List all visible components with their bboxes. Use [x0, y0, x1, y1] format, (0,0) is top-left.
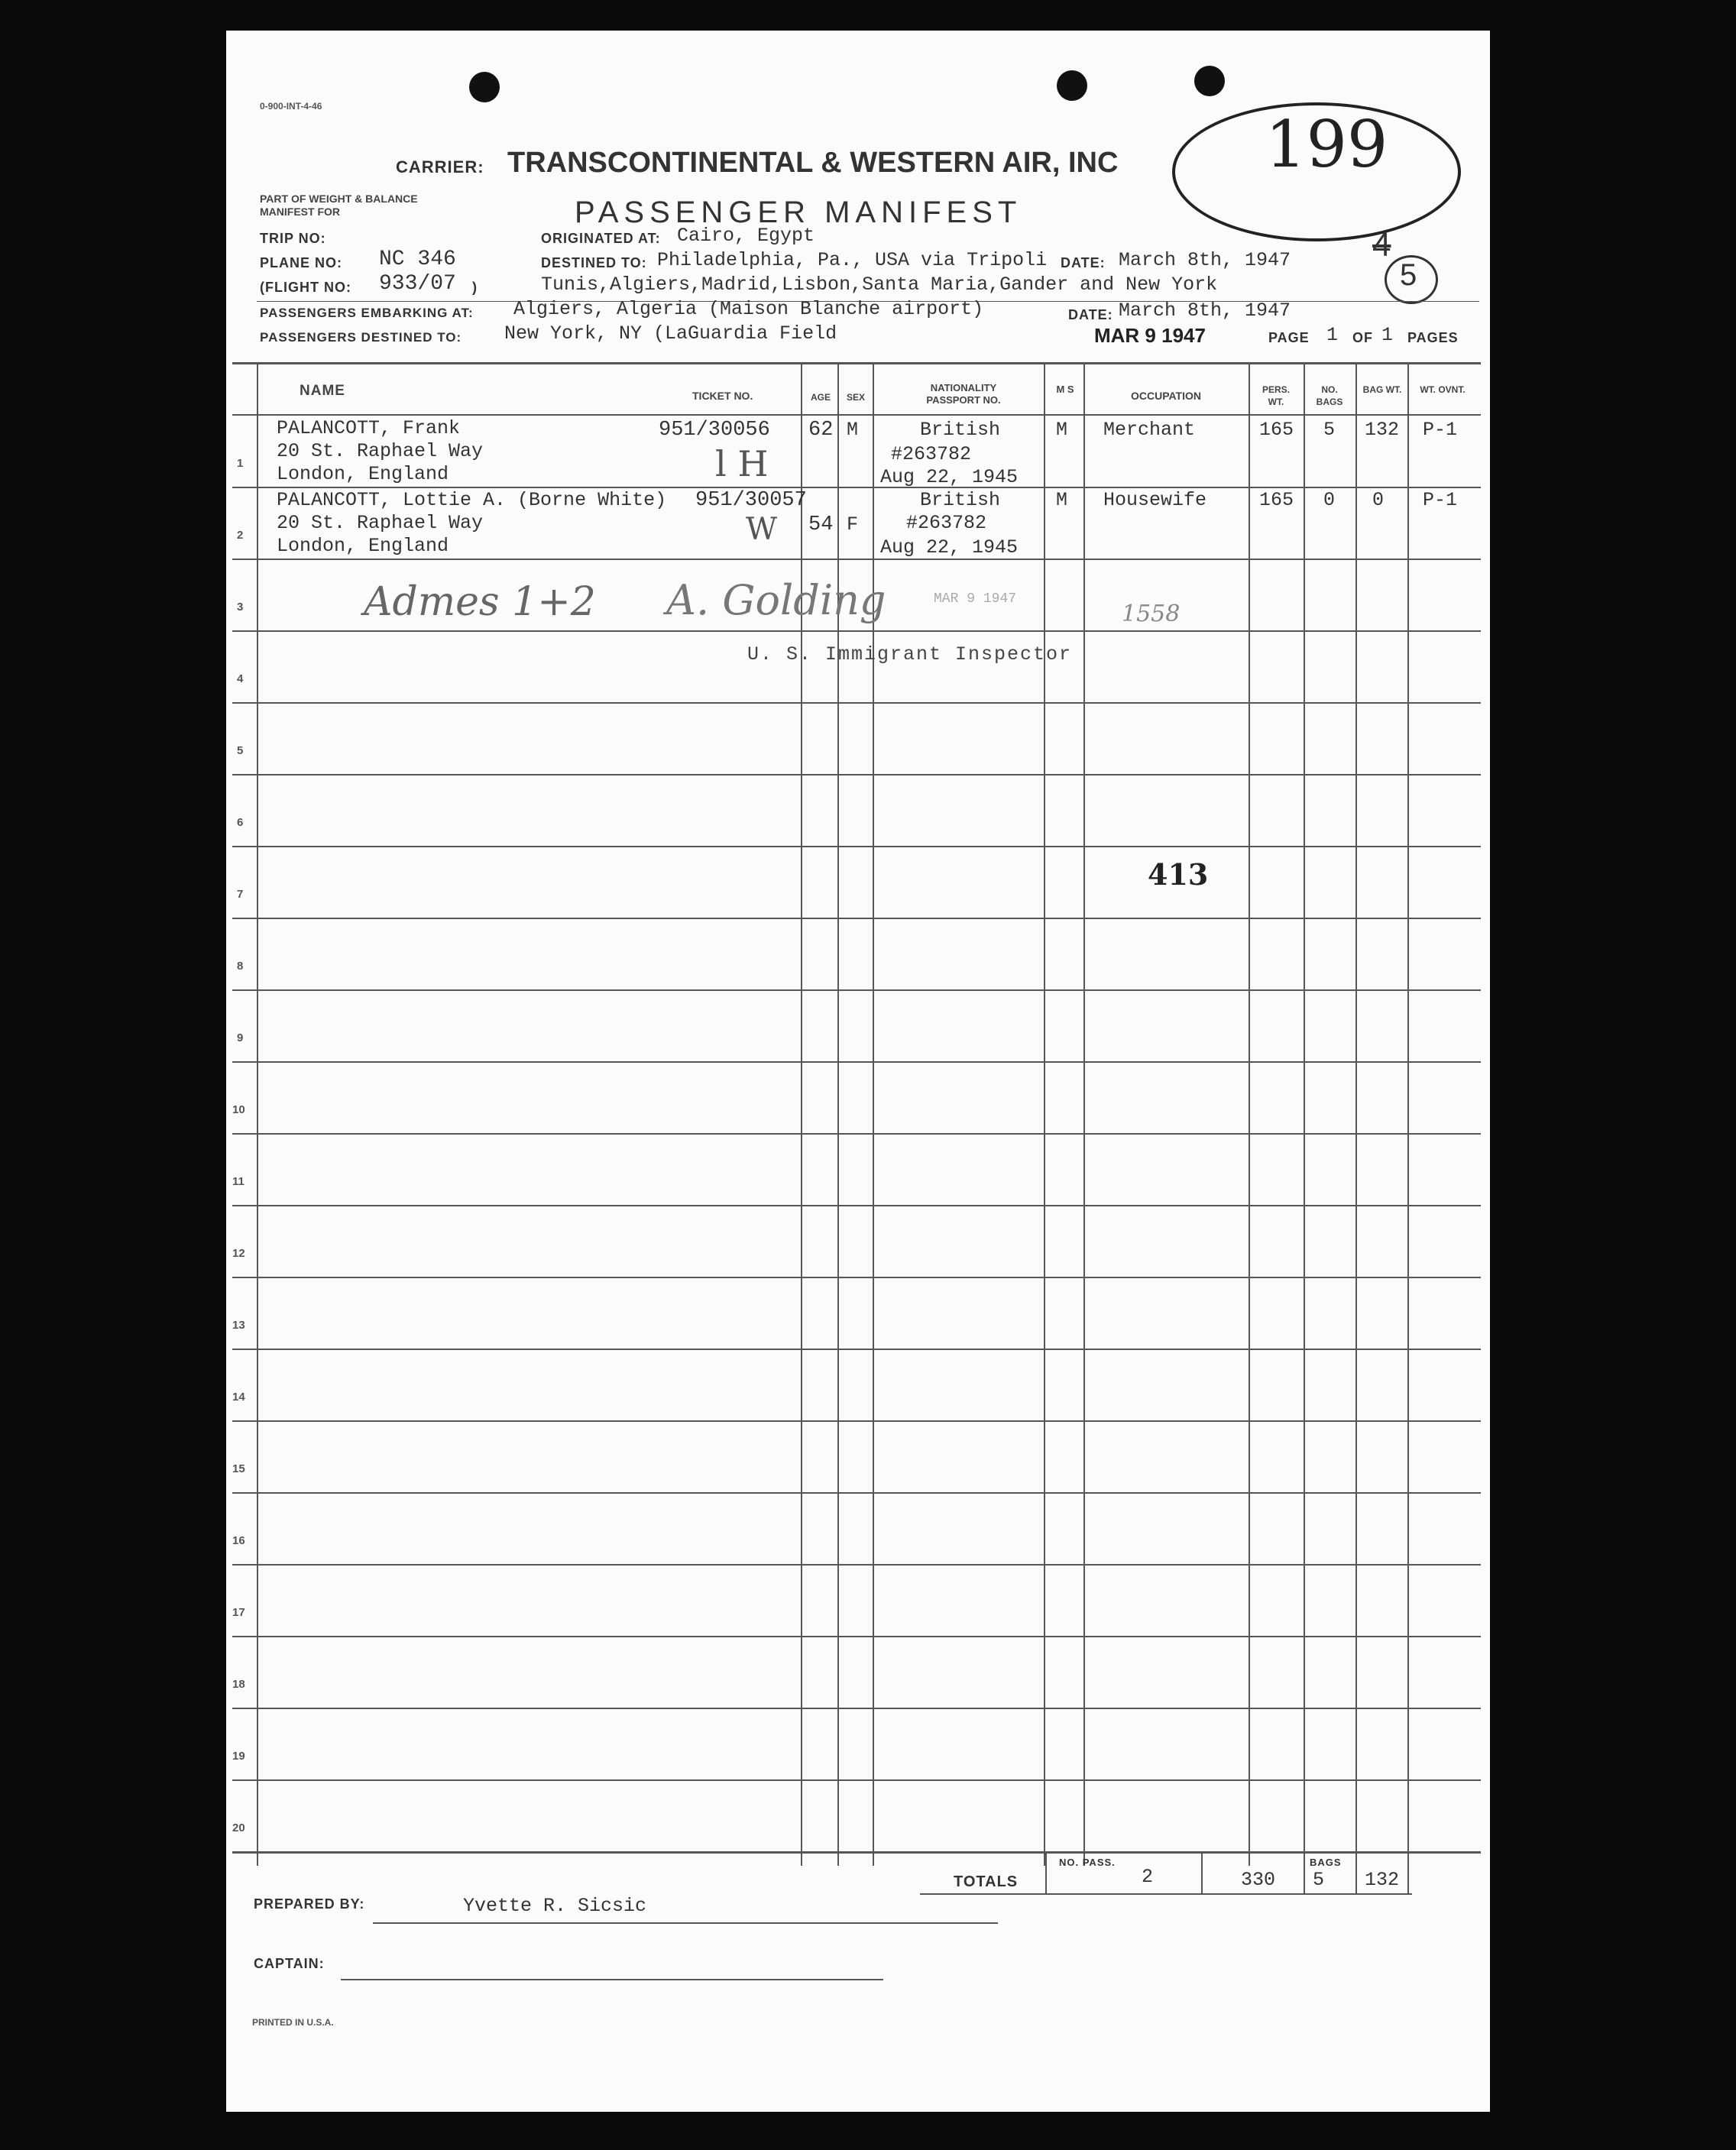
passenger-sex: F [847, 513, 859, 536]
row-separator [232, 1277, 1481, 1278]
row-separator [232, 630, 1481, 632]
row-number: 5 [237, 744, 244, 757]
prepared-by-label: PREPARED BY: [254, 1896, 365, 1912]
table-bottom-border [232, 1851, 1481, 1854]
totals-bags: 5 [1313, 1869, 1325, 1891]
column-header-bottom [232, 414, 1481, 416]
row-separator [232, 1708, 1481, 1709]
passenger-age: 54 [808, 513, 834, 536]
col-header-nationality: NATIONALITY PASSPORT NO. [926, 382, 1001, 406]
no-bags: 0 [1323, 489, 1336, 511]
row-number: 20 [232, 1821, 245, 1834]
trip-no-label: TRIP NO: [260, 231, 326, 246]
passenger-name: PALANCOTT, Frank [277, 417, 461, 439]
page-title: PASSENGER MANIFEST [575, 196, 1022, 229]
col-header-bag-wt: BAG WT. [1362, 384, 1402, 395]
flight-no-label: (FLIGHT NO: [260, 280, 351, 295]
col-header-wt-ovnt: WT. OVNT. [1420, 384, 1466, 395]
passenger-age: 62 [808, 419, 834, 442]
plane-no-label: PLANE NO: [260, 255, 342, 270]
totals-no-pass-label: NO. PASS. [1059, 1857, 1116, 1868]
row-separator [232, 559, 1481, 560]
inspector-signature: A. Golding [666, 576, 886, 624]
pers-weight: 165 [1259, 419, 1294, 441]
col-header-no-bags: NO. BAGS [1316, 384, 1343, 407]
inspection-stamp-date: MAR 9 1947 [934, 591, 1017, 607]
totals-no-pass: 2 [1142, 1866, 1154, 1888]
row-separator [232, 487, 1481, 488]
route-value: Tunis,Algiers,Madrid,Lisbon,Santa Maria,Gander and New York [541, 274, 1218, 296]
row-separator [232, 1564, 1481, 1566]
row-separator [232, 1420, 1481, 1422]
handwritten-code: 1558 [1122, 601, 1181, 627]
row-number: 19 [232, 1750, 245, 1763]
passenger-city: London, England [277, 463, 449, 485]
row-separator [232, 1205, 1481, 1206]
date-value-1: March 8th, 1947 [1119, 249, 1291, 271]
row7-number: 413 [1148, 857, 1209, 892]
date-label-2: DATE: [1068, 307, 1113, 322]
originated-value: Cairo, Egypt [677, 225, 815, 247]
row-separator [232, 846, 1481, 847]
col-header-occupation: OCCUPATION [1130, 390, 1202, 402]
date-label-1: DATE: [1061, 255, 1106, 270]
received-stamp-date: MAR 9 1947 [1094, 324, 1206, 347]
check-mark: W [746, 512, 778, 547]
row-separator [232, 1349, 1481, 1350]
handwritten-note: Admes 1+2 [364, 579, 596, 625]
ticket-no: 951/30057 [695, 489, 807, 512]
flight-no-value: 933/07 [379, 272, 456, 296]
totals-underline [920, 1893, 1412, 1895]
corner-circled-mark-text: 5 [1400, 258, 1417, 292]
of-label: OF [1352, 330, 1373, 345]
row-number: 10 [232, 1103, 245, 1116]
column-divider [1304, 364, 1305, 1866]
carrier-label: CARRIER: [396, 157, 484, 176]
row-separator [232, 774, 1481, 775]
bag-weight: 0 [1372, 489, 1385, 511]
embarking-value: Algiers, Algeria (Maison Blanche airport) [513, 298, 984, 320]
pages-label: PAGES [1407, 330, 1459, 345]
marital-status: M [1056, 419, 1068, 441]
col-header-age: AGE [810, 392, 831, 403]
totals-bags-label: BAGS [1310, 1857, 1342, 1868]
date-value-2: March 8th, 1947 [1119, 300, 1291, 322]
row-separator [232, 1133, 1481, 1135]
passenger-address: 20 St. Raphael Way [277, 440, 484, 462]
punch-hole [469, 72, 500, 102]
bag-weight: 132 [1365, 419, 1400, 441]
passport-date: Aug 22, 1945 [880, 536, 1019, 559]
passenger-city: London, England [277, 535, 449, 557]
row-number: 9 [237, 1031, 244, 1044]
inspector-title: U. S. Immigrant Inspector [747, 643, 1073, 665]
totals-bag-weight: 132 [1365, 1869, 1400, 1891]
row-number: 8 [237, 960, 244, 973]
form-code: 0-900-INT-4-46 [260, 101, 322, 112]
prepared-by-value: Yvette R. Sicsic [463, 1895, 647, 1917]
page-label: PAGE [1268, 330, 1310, 345]
destined-pass-value: New York, NY (LaGuardia Field [504, 322, 837, 345]
row-number: 16 [232, 1534, 245, 1547]
row-separator [232, 1061, 1481, 1063]
no-bags: 5 [1323, 419, 1336, 441]
column-divider [1355, 364, 1357, 1866]
punch-hole [1057, 70, 1087, 101]
passenger-address: 20 St. Raphael Way [277, 512, 484, 534]
nationality: British [920, 489, 1001, 511]
embarking-label: PASSENGERS EMBARKING AT: [260, 306, 474, 320]
prepared-by-line [373, 1922, 998, 1924]
totals-label: TOTALS [954, 1873, 1019, 1890]
totals-divider [1355, 1854, 1357, 1893]
nationality: British [920, 419, 1001, 441]
column-divider [1249, 364, 1250, 1866]
row-number: 1 [237, 457, 244, 470]
row-number: 17 [232, 1606, 245, 1619]
row-number: 13 [232, 1319, 245, 1332]
destined-value: Philadelphia, Pa., USA via Tripoli [657, 249, 1048, 271]
col-header-name: NAME [300, 383, 345, 399]
row-number: 6 [237, 816, 244, 829]
row-separator [232, 1636, 1481, 1637]
row-number: 3 [237, 601, 244, 614]
captain-label: CAPTAIN: [254, 1956, 325, 1971]
totals-divider [1304, 1854, 1305, 1893]
row-number: 7 [237, 888, 244, 901]
row-number: 14 [232, 1391, 245, 1404]
corner-struck-mark: 4 [1372, 226, 1391, 264]
row-separator [232, 702, 1481, 704]
wt-ovnt: P-1 [1423, 419, 1458, 441]
passport-no: #263782 [906, 512, 987, 534]
passenger-sex: M [847, 419, 859, 441]
column-divider [1083, 364, 1085, 1866]
row-number: 15 [232, 1462, 245, 1475]
row-number: 11 [232, 1175, 245, 1188]
col-header-sex: SEX [846, 392, 865, 403]
passport-no: #263782 [891, 443, 972, 465]
stamp-number: 199 [1265, 107, 1388, 182]
manifest-page [226, 31, 1490, 2112]
col-header-ticket: TICKET NO. [692, 390, 753, 402]
row-number: 4 [237, 672, 244, 685]
pages-value: 1 [1381, 324, 1394, 346]
page-value: 1 [1326, 324, 1339, 346]
ticket-no: 951/30056 [659, 419, 770, 442]
column-divider [1044, 364, 1045, 1866]
check-mark: l H [715, 443, 769, 484]
destined-label: DESTINED TO: [541, 255, 647, 270]
totals-divider [1201, 1854, 1203, 1893]
occupation: Merchant [1103, 419, 1196, 441]
table-top-border [232, 362, 1481, 364]
row-separator [232, 918, 1481, 919]
flight-no-close: ) [472, 280, 478, 295]
totals-divider [1407, 1854, 1409, 1893]
wt-ovnt: P-1 [1423, 489, 1458, 511]
punch-hole [1194, 66, 1225, 96]
marital-status: M [1056, 489, 1068, 511]
manifest-note: PART OF WEIGHT & BALANCE MANIFEST FOR [260, 193, 418, 218]
column-divider [1407, 364, 1409, 1866]
pers-weight: 165 [1259, 489, 1294, 511]
captain-line [341, 1979, 883, 1980]
row-separator [232, 989, 1481, 991]
row-number: 18 [232, 1678, 245, 1691]
table-left-border [257, 362, 258, 1866]
plane-no-value: NC 346 [379, 248, 456, 271]
carrier-name: TRANSCONTINENTAL & WESTERN AIR, INC [507, 147, 1119, 179]
totals-weight: 330 [1241, 1869, 1276, 1891]
originated-label: ORIGINATED AT: [541, 231, 661, 246]
passport-date: Aug 22, 1945 [880, 466, 1019, 488]
col-header-ms: M S [1056, 384, 1074, 395]
row-number: 2 [237, 529, 244, 542]
row-number: 12 [232, 1247, 245, 1260]
col-header-pers-wt: PERS. WT. [1262, 384, 1290, 407]
row-separator [232, 1492, 1481, 1494]
totals-divider [1045, 1854, 1047, 1893]
occupation: Housewife [1103, 489, 1207, 511]
destined-pass-label: PASSENGERS DESTINED TO: [260, 330, 462, 345]
printed-note: PRINTED IN U.S.A. [252, 2017, 334, 2028]
passenger-name: PALANCOTT, Lottie A. (Borne White) [277, 489, 667, 511]
row-separator [232, 1779, 1481, 1781]
